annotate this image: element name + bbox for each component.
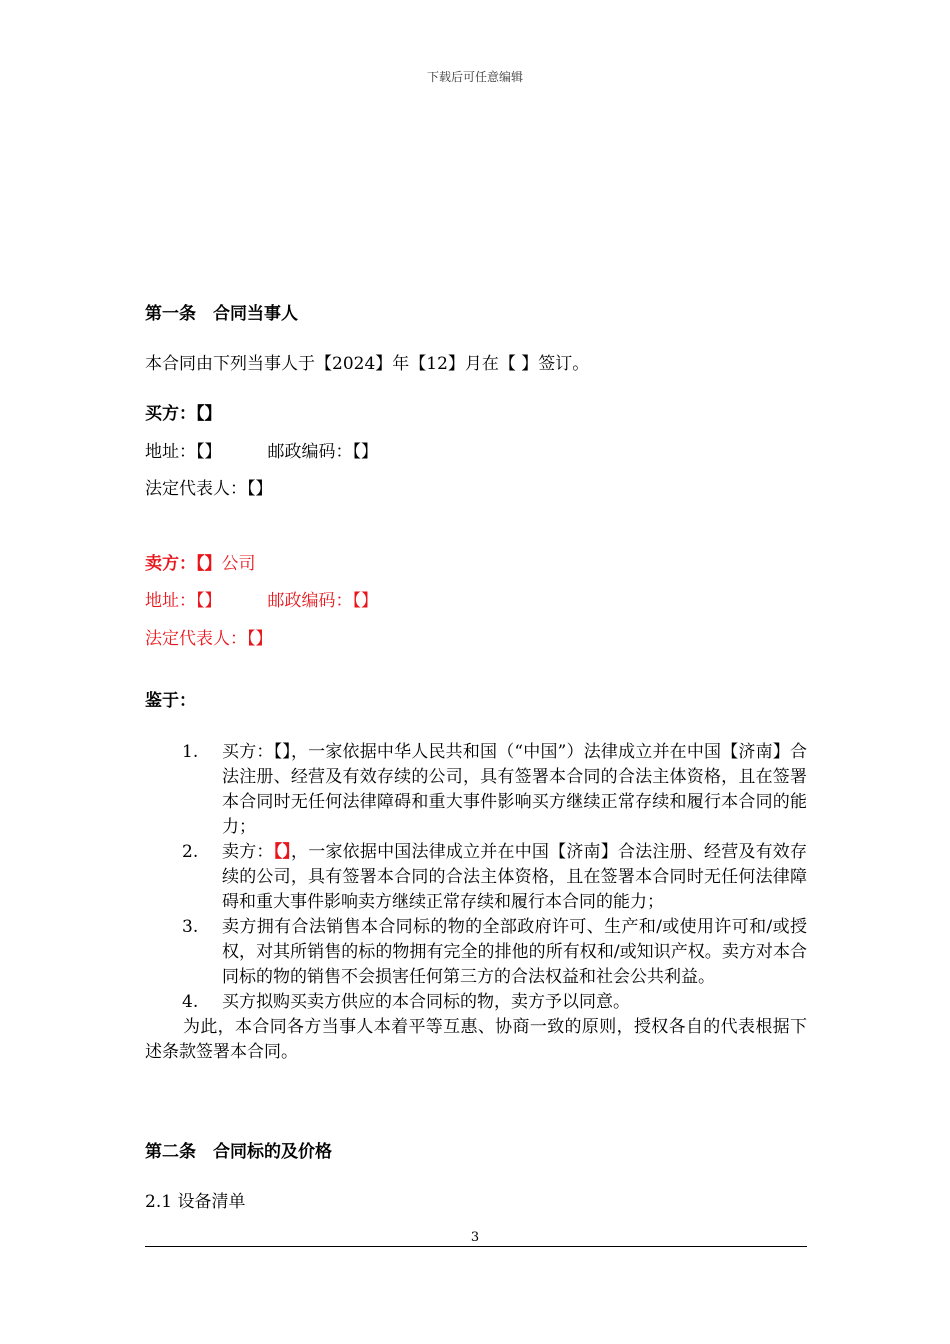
page-number: 3 <box>470 1230 480 1245</box>
seller-address-line <box>145 593 378 610</box>
buyer-address-line <box>145 444 378 461</box>
article1-intro: 本合同由下列当事人于【2024】年【12】月在【 】签订。 <box>145 354 590 374</box>
footer-rule <box>145 1246 807 1247</box>
article1-heading: 第一条 合同当事人 <box>145 304 298 324</box>
seller-placeholder: 【】 <box>273 842 292 862</box>
list-item-text: 买方：【】，一家依据中华人民共和国（“中国”）法律成立并在中国【济南】合法注册、经营及有效存续的公司，具有签署本合同的合法主体资格，且在签署本合同时无任何法律障碍和重大事件影响买方继续正常存续和履行本合同的能力； <box>222 742 807 837</box>
list-item-text <box>222 840 807 915</box>
seller-name-line <box>145 556 256 573</box>
list-item-number: 4. <box>182 992 199 1012</box>
list-item-number: 2. <box>182 842 199 862</box>
seller-postcode: 邮政编码：【】 <box>267 591 378 611</box>
list-item <box>145 840 807 915</box>
article2-heading: 第二条 合同标的及价格 <box>145 1142 332 1162</box>
whereas-list <box>145 740 807 1065</box>
whereas-closing: 为此，本合同各方当事人本着平等互惠、协商一致的原则，授权各自的代表根据下述条款签署本合同。 <box>145 1017 807 1062</box>
seller-address: 地址：【】 <box>145 591 222 611</box>
list-item-body: ，一家依据中国法律成立并在中国【济南】合法注册、经营及有效存续的公司，具有签署本合同的合法主体资格，且在签署本合同时无任何法律障碍和重大事件影响卖方继续正常存续和履行本合同的能力； <box>222 842 808 912</box>
seller-name: 卖方：【】 <box>145 554 222 574</box>
list-item <box>145 990 807 1015</box>
list-item-text: 卖方拥有合法销售本合同标的物的全部政府许可、生产和/或使用许可和/或授权，对其所销售的标的物拥有完全的排他的所有权和/或知识产权。卖方对本合同标的物的销售不会损害任何第三方的合法权益和社会公共利益。 <box>222 917 807 987</box>
article2-subheading: 2.1 设备清单 <box>145 1192 246 1212</box>
seller-name-suffix: 公司 <box>221 554 256 574</box>
buyer-name: 买方：【】 <box>145 404 222 424</box>
list-item-number: 1. <box>182 742 199 762</box>
list-item <box>145 915 807 990</box>
seller-rep: 法定代表人：【】 <box>145 629 273 649</box>
whereas-heading: 鉴于： <box>145 691 196 711</box>
list-item <box>145 740 807 840</box>
buyer-address: 地址：【】 <box>145 442 222 462</box>
list-item-number: 3. <box>182 917 199 937</box>
buyer-rep: 法定代表人：【】 <box>145 479 273 499</box>
list-item-prefix: 卖方： <box>222 842 274 862</box>
page-header: 下载后可任意编辑 <box>426 70 523 84</box>
list-item-text: 买方拟购买卖方供应的本合同标的物，卖方予以同意。 <box>222 992 630 1012</box>
buyer-postcode: 邮政编码：【】 <box>267 442 378 462</box>
